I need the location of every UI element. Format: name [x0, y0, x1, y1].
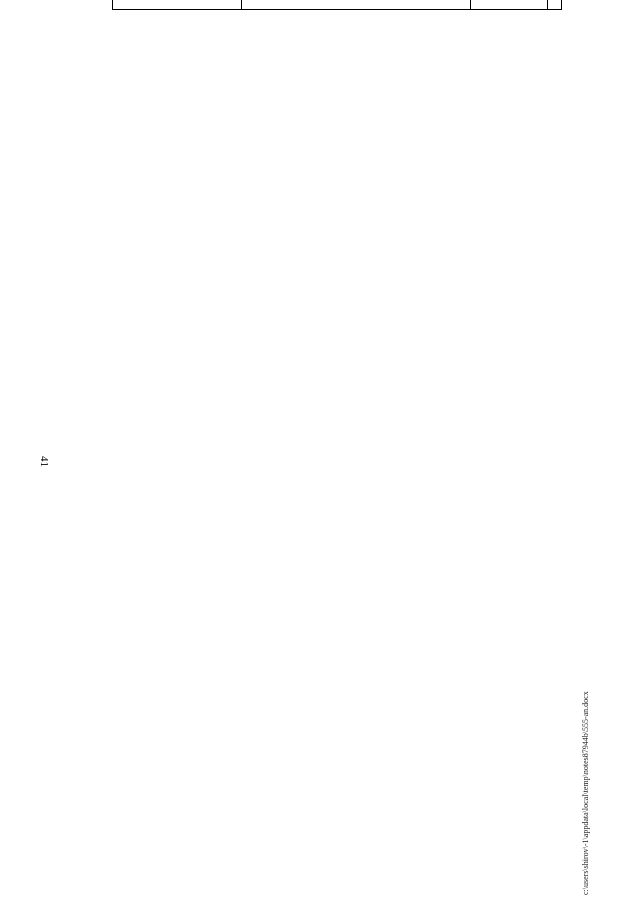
row-6-1-10-total: [113, 0, 242, 10]
header-cell: [548, 0, 562, 10]
subprogram-ref: [113, 0, 242, 10]
program-table: [113, 0, 563, 10]
continuation-row: [471, 0, 548, 10]
footer-file-path: c:\users\shirov\-1\appdata\local\temp\notes87944b\555-an.docx: [581, 691, 590, 895]
subprogram-ref: [242, 0, 471, 10]
header-row: [548, 0, 562, 10]
row-6-1-9-total: [287, 0, 471, 10]
page-number: 41: [38, 456, 50, 467]
